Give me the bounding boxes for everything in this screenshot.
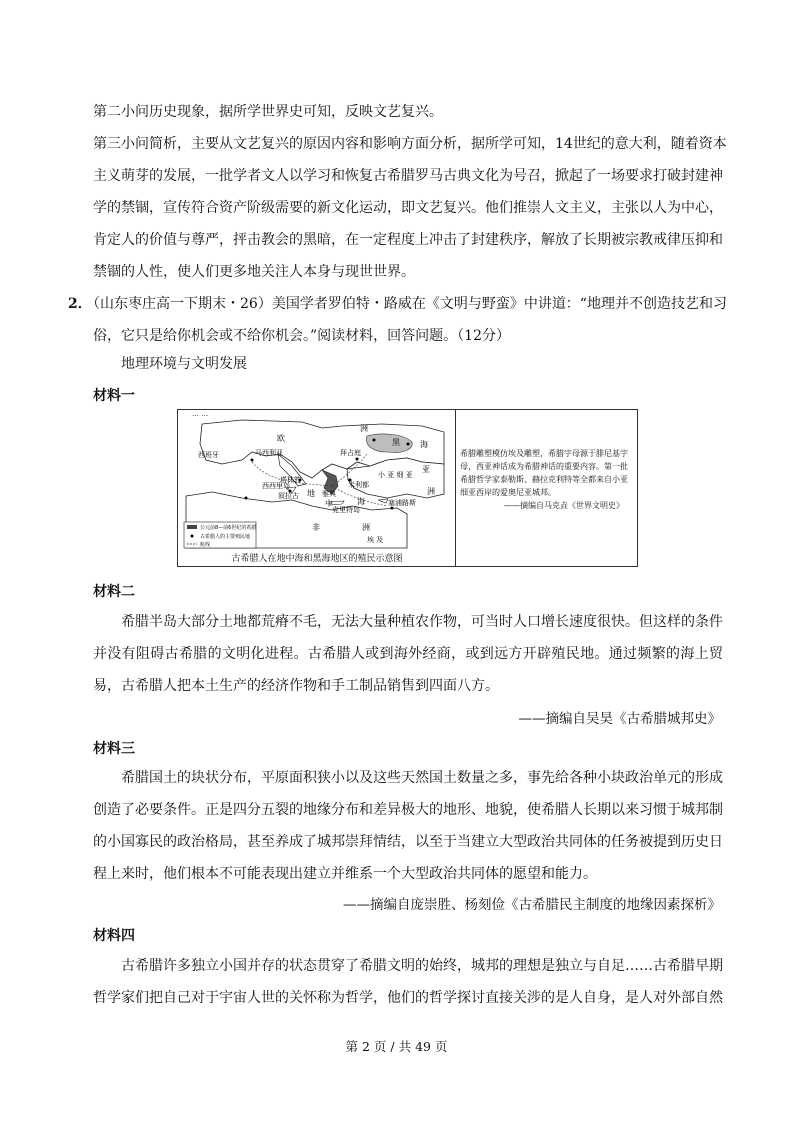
intro-line-5: 肯定人的价值与尊严，抨击教会的黑暗，在一定程度上冲击了封建秩序，解放了长期被宗教戒律压抑和 (93, 232, 723, 248)
intro-line-2: 第三小问简析，主要从文艺复兴的原因内容和影响方面分析，据所学可知，14世纪的意大利，随着资本 (93, 136, 727, 152)
question-topic: 地理环境与文明发展 (121, 356, 247, 372)
material-3-heading: 材料三 (93, 741, 135, 757)
intro-line-4: 学的禁锢，宣传符合资产阶级需要的新文化运动，即文艺复兴。他们推崇人文主义，主张以人为中心， (93, 200, 723, 216)
material-1-side-text (460, 447, 632, 512)
material-3-source: ——摘编自庞崇胜、杨刻俭《古希腊民主制度的地缘因素探析》 (343, 897, 721, 913)
map-label-syracuse: 叙拉古 (278, 492, 299, 500)
map-label-sicily: 西西里岛 (262, 482, 290, 490)
map-label-asia: 亚 (422, 465, 430, 474)
material-2-heading: 材料二 (93, 584, 135, 600)
material-1-figure (177, 409, 638, 567)
map-label-zhong: 中 (325, 499, 333, 508)
question-line-1: （山东枣庄高一下期末・26）美国学者罗伯特・路威在《文明与野蛮》中讲道：“地理并不创造技艺和习 (86, 296, 727, 312)
side-text-body: 希腊雕塑模仿埃及雕塑，希腊字母源于腓尼基字母，西亚神话成为希腊神话的重要内容。第一批希腊哲学家泰勒斯、赫拉克利特等全都来自小亚细亚西岸的爱奥尼亚城邦。 (460, 449, 628, 497)
map-label-athens: 雅典 (322, 490, 336, 498)
map-label-spain: 西班牙 (198, 451, 219, 459)
intro-line-3: 主义萌芽的发展，一批学者文人以学习和恢复古希腊罗马古典文化为号召，掀起了一场要求打破封建神 (93, 168, 723, 184)
legend-item-2: 古希腊人的主要殖民地 (200, 534, 251, 540)
map-caption: 古希腊人在地中海和黑海地区的殖民示意图 (231, 554, 403, 564)
map-label-zhou3: 洲 (362, 523, 370, 532)
material-3-text: 希腊国土的块状分布，平原面积狭小以及这些天然国土数量之多，事先给各种小块政治单元的形成创造了必要条件。正是四分五裂的地缘分布和差异极大的地形、地貌，使希腊人长期以来习惯于城邦制的小国寡民的政治格局，甚至养成了城邦崇拜情结，以至于当建立大型政治共同体的任务被提到历史日程上来时，他们根本不可能表现出建立并维系一个大型政治共同体的愿望和能力。 (93, 770, 723, 882)
map-label-cyprus: 塞浦路斯 (388, 499, 416, 507)
intro-line-1: 第二小问历史现象，据所学世界史可知，反映文艺复兴。 (93, 104, 443, 120)
map-label-massilia: 马西利亚 (255, 449, 283, 457)
map-label-zhou2: 洲 (427, 487, 435, 496)
map-label-sea1: 海 (420, 440, 428, 449)
map-label-di: 地 (307, 489, 315, 498)
map-legend (184, 522, 256, 548)
map-label-europe: 欧 (277, 434, 285, 443)
map-label-hai: 海 (357, 497, 365, 506)
map-graphic (182, 414, 450, 549)
material-1-heading: 材料一 (93, 388, 135, 404)
map-label-crete: 克里特岛 (332, 506, 360, 514)
map-label-tarentum: 塔林敦 (280, 476, 301, 484)
legend-item-3: 航线 (200, 542, 211, 548)
question-number: 2． (68, 296, 92, 312)
question-line-2: 俗，它只是给你机会或不给你机会。”阅读材料，回答问题。（12分） (93, 328, 510, 344)
legend-item-1: 公元前8—前6世纪的希腊 (200, 525, 257, 531)
material-2-source: ——摘编自吴昊《古希腊城邦史》 (518, 711, 721, 727)
material-4-heading: 材料四 (93, 928, 135, 944)
map-label-africa: 非 (312, 523, 320, 532)
page-number: 第 2 页 / 共 49 页 (345, 1039, 448, 1054)
colonization-map (178, 410, 456, 566)
map-label-black: 黑 (392, 438, 400, 447)
map-label-byzantium: 拜占庭 (340, 449, 361, 457)
map-label-egypt: 埃 及 (367, 536, 384, 544)
material-4-text: 古希腊许多独立小国并存的状态贯穿了希腊文明的始终，城邦的理想是独立与自足……古希腊早期哲学家们把自己对于宇宙人世的关怀称为哲学，他们的哲学探讨直接关涉的是人自身，是人对外部自然 (93, 958, 723, 1006)
map-label-miletus: 米利都 (348, 481, 369, 489)
map-label-zhou1: 洲 (360, 424, 368, 433)
side-text-source: ——摘编自马克垚《世界文明史》 (504, 501, 624, 510)
map-label-asia-minor: 小 亚 细 亚 (378, 471, 413, 479)
intro-line-6: 禁锢的人性，使人们更多地关注人本身与现世世界。 (93, 264, 415, 280)
material-2-text: 希腊半岛大部分土地都荒瘠不毛，无法大量种植农作物，可当时人口增长速度很快。但这样的条件并没有阻碍古希腊的文明化进程。古希腊人或到海外经商，或到远方开辟殖民地。通过频繁的海上贸易，古希腊人把本土生产的经济作物和手工制品销售到四面八方。 (93, 614, 723, 694)
map-dots: … … (192, 414, 209, 418)
